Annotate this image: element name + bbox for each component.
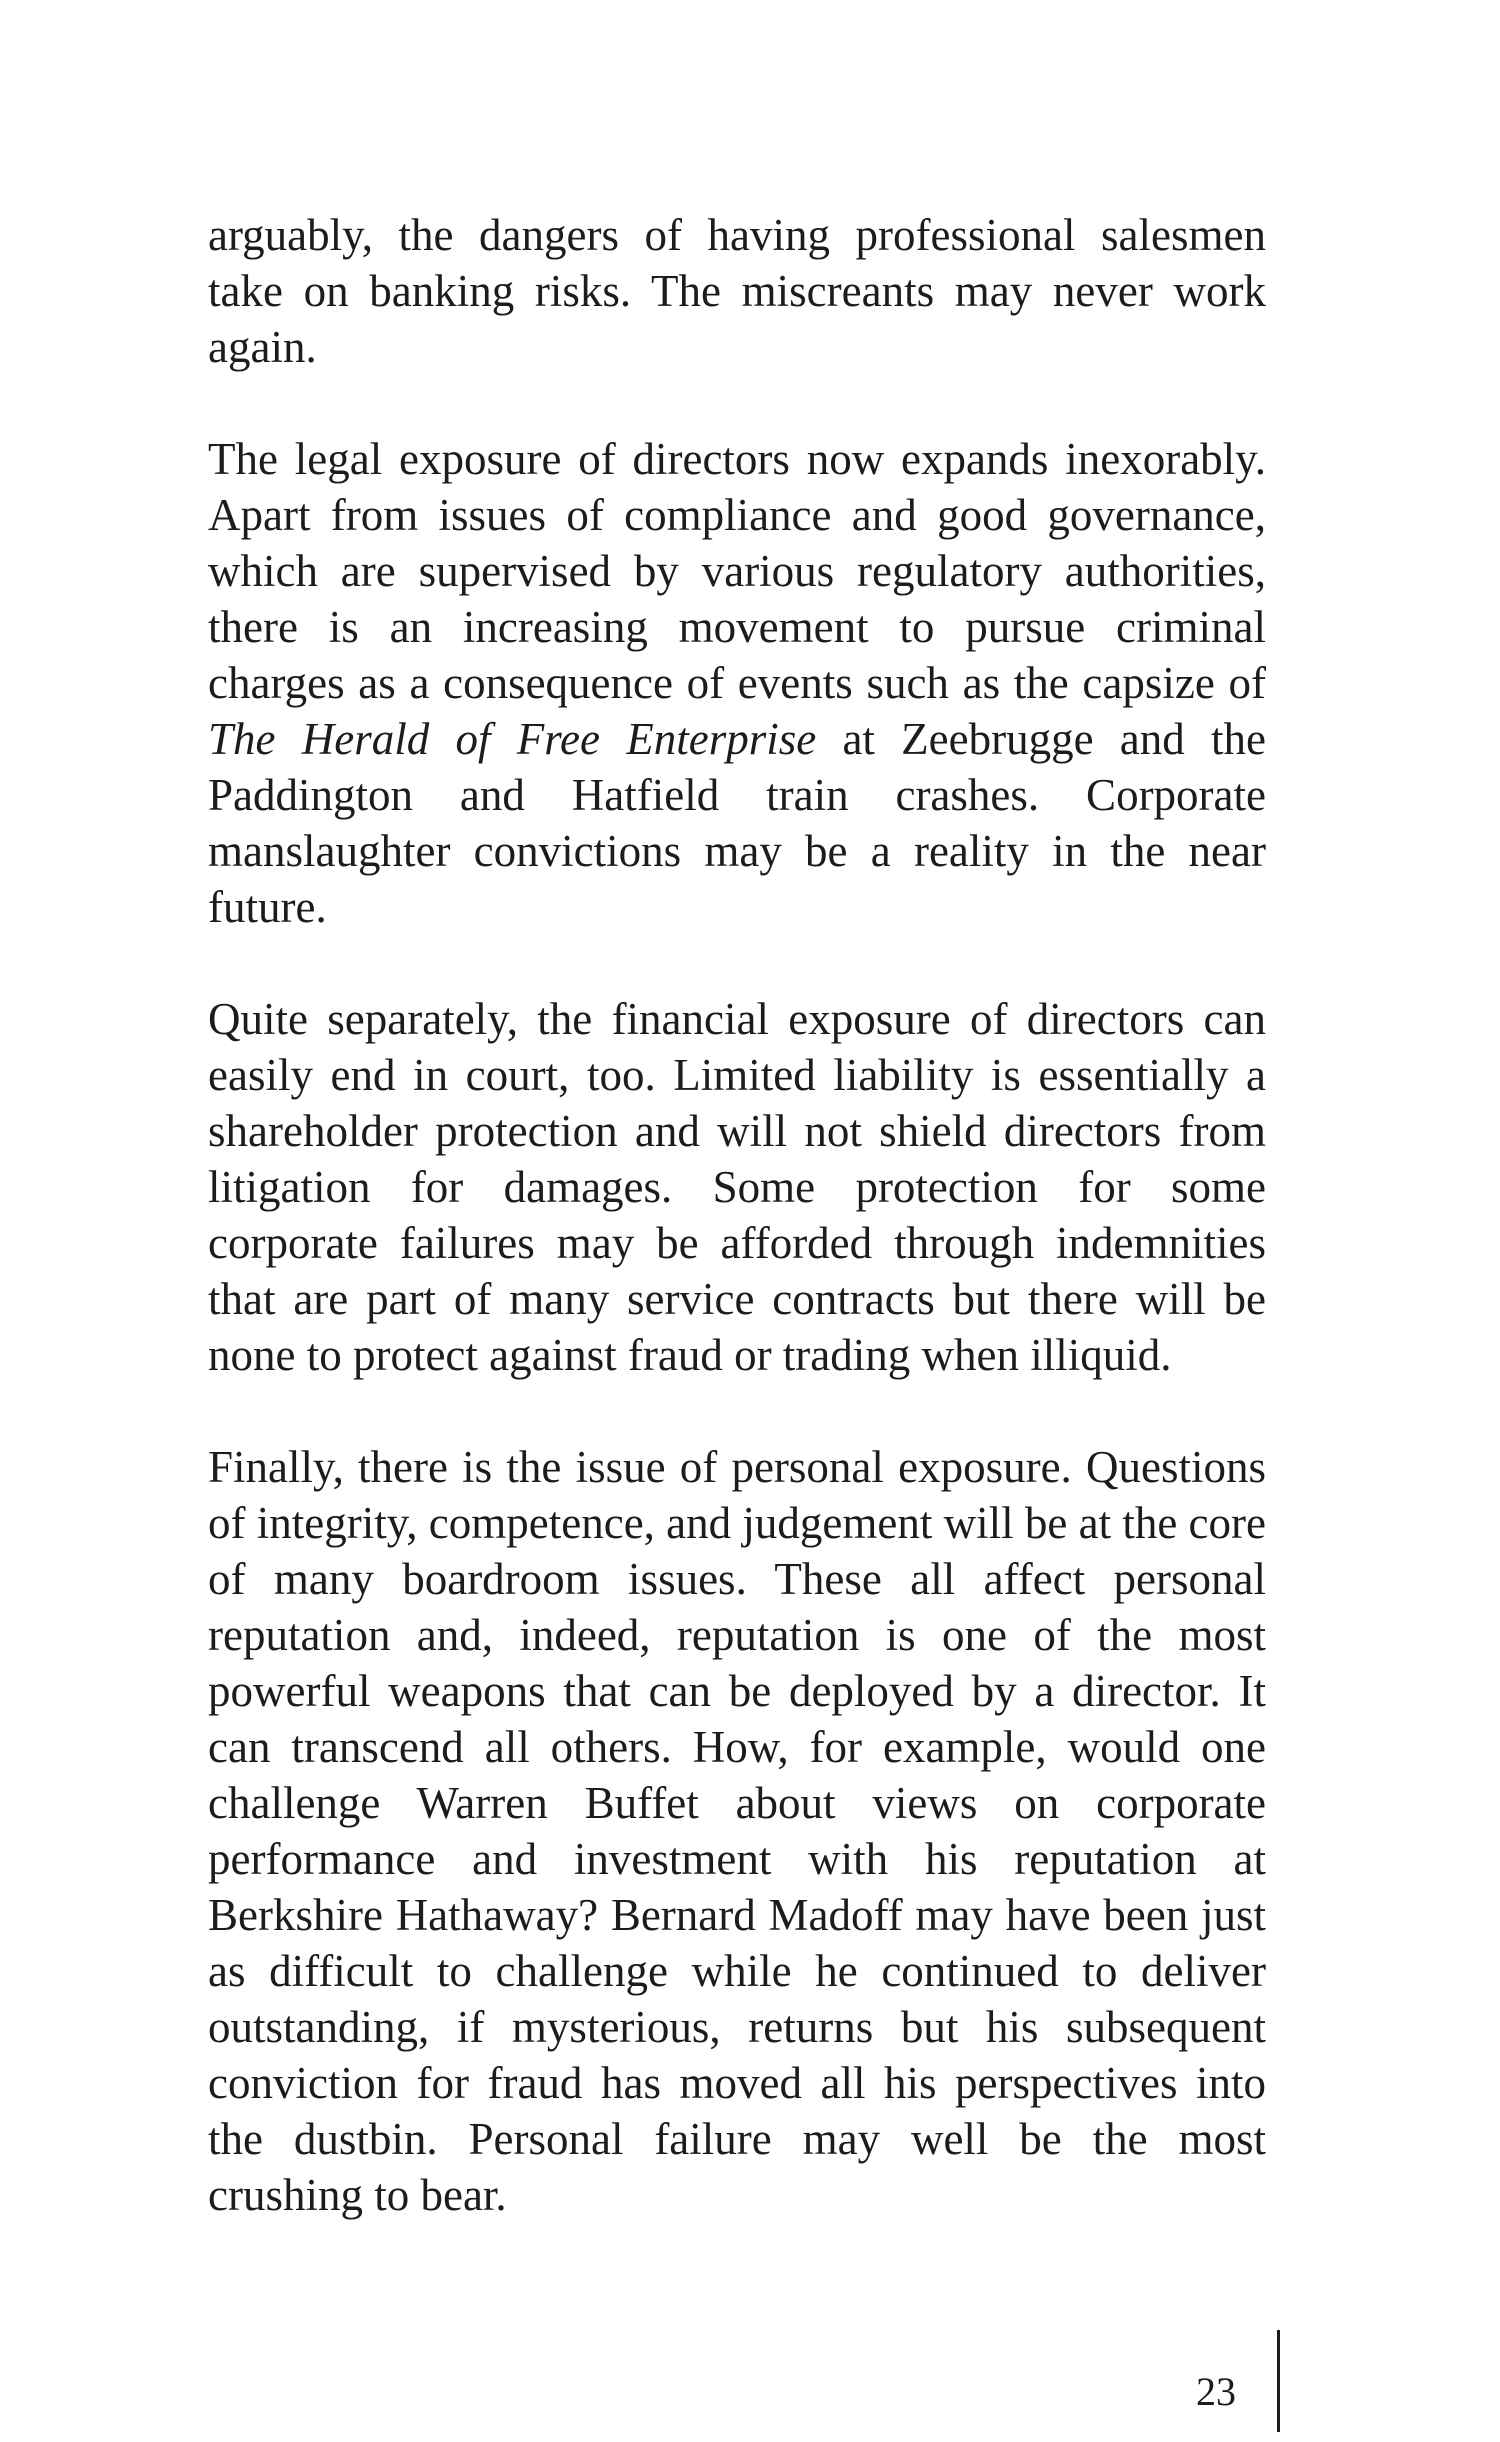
- paragraph-text: Quite separately, the financial exposure of directors can easily end in court, too. Limited liability is essentially a shareholder protection and will not shield directors from litigation for damages. Some protection for some corporate failures may be afforded through indemnities that are part of many service contracts but there will be none to protect against fraud or trading when illiquid.: [208, 994, 1266, 1380]
- page-number: 23: [1196, 2369, 1236, 2414]
- ship-name-italic: The Herald of Free Enterprise: [208, 714, 817, 764]
- paragraph-personal-exposure: [208, 1439, 1266, 2223]
- paragraph-text: arguably, the dangers of having professional salesmen take on banking risks. The miscreants may never work again.: [208, 210, 1266, 372]
- paragraph-legal-exposure: [208, 431, 1266, 935]
- folio-divider-rule: [1277, 2330, 1280, 2432]
- paragraph-salesmen-risks: [208, 207, 1266, 375]
- paragraph-text: at Zeebrugge and the Paddington and Hatfield train crashes. Corporate manslaughter convictions may be a reality in the near future.: [208, 714, 1266, 932]
- paragraph-text: Finally, there is the issue of personal exposure. Questions of integrity, competence, and judgement will be at the core of many boardroom issues. These all affect personal reputation and, indeed, reputation is one of the most powerful weapons that can be deployed by a director. It can transcend all others. How, for example, would one challenge Warren Buffet about views on corporate performance and investment with his reputation at Berkshire Hathaway? Bernard Madoff may have been just as difficult to challenge while he continued to deliver outstanding, if mysterious, returns but his subsequent conviction for fraud has moved all his perspectives into the dustbin. Personal failure may well be the most crushing to bear.: [208, 1442, 1266, 2220]
- paragraph-financial-exposure: [208, 991, 1266, 1383]
- paragraph-text: The legal exposure of directors now expands inexorably. Apart from issues of compliance and good governance, which are supervised by various regulatory authorities, there is an increasing movement to pursue criminal charges as a consequence of events such as the capsize of: [208, 434, 1266, 708]
- body-text: [208, 207, 1266, 2223]
- page-folio: [1180, 2330, 1280, 2430]
